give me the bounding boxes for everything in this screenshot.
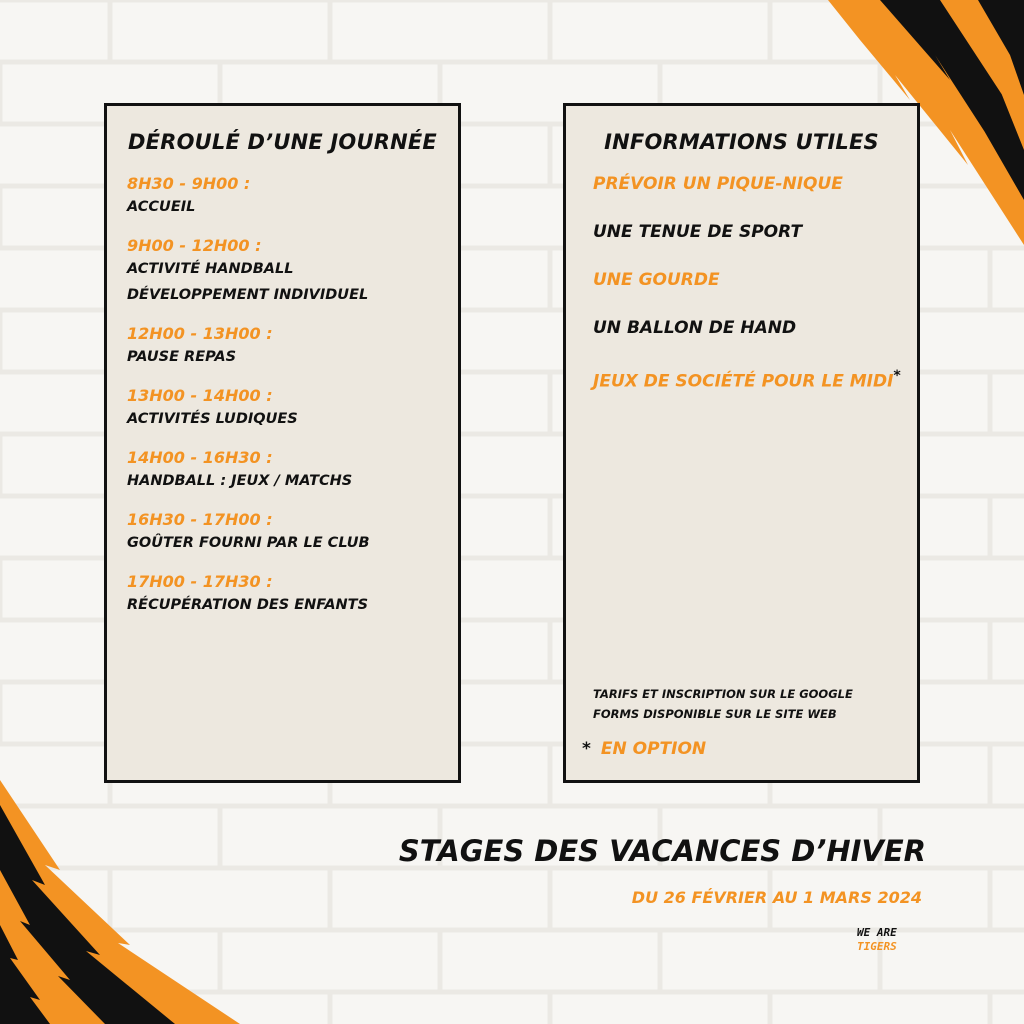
- schedule-time: 8H30 - 9H00 :: [127, 174, 251, 193]
- registration-note: [593, 684, 907, 724]
- schedule-item: [127, 572, 450, 618]
- schedule-activity: ACTIVITÉ HANDBALL: [127, 261, 294, 277]
- schedule-item: [127, 324, 450, 370]
- event-dates: DU 26 FÉVRIER AU 1 MARS 2024: [631, 888, 922, 907]
- schedule-item: [127, 236, 450, 308]
- schedule-activity: GOÛTER FOURNI PAR LE CLUB: [127, 535, 370, 551]
- logo-line1: WE ARE: [857, 926, 897, 939]
- schedule-panel: [104, 103, 461, 783]
- info-item: UN BALLON DE HAND: [593, 318, 797, 338]
- schedule-activity: DÉVELOPPEMENT INDIVIDUEL: [127, 287, 369, 303]
- schedule-activity: ACCUEIL: [127, 199, 196, 215]
- schedule-time: 13H00 - 14H00 :: [127, 386, 273, 405]
- info-panel: [563, 103, 920, 783]
- info-item-text: JEUX DE SOCIÉTÉ POUR LE MIDI: [593, 371, 894, 392]
- main-title: STAGES DES VACANCES D’HIVER: [398, 834, 926, 868]
- option-legend-marker: *: [582, 739, 591, 759]
- option-legend: [582, 739, 706, 759]
- schedule-activity: PAUSE REPAS: [127, 349, 237, 365]
- schedule-time: 17H00 - 17H30 :: [127, 572, 273, 591]
- we-are-tigers-logo: [857, 926, 917, 954]
- info-item: PRÉVOIR UN PIQUE-NIQUE: [593, 174, 843, 194]
- schedule-item: [127, 174, 450, 220]
- schedule-item: [127, 510, 450, 556]
- registration-note-line: TARIFS ET INSCRIPTION SUR LE GOOGLE: [593, 687, 853, 701]
- schedule-item: [127, 386, 450, 432]
- schedule-time: 14H00 - 16H30 :: [127, 448, 273, 467]
- schedule-time: 9H00 - 12H00 :: [127, 236, 262, 255]
- info-item-with-marker: [593, 362, 903, 397]
- lightning-decoration-bottom-left: [0, 775, 250, 1024]
- option-legend-text: EN OPTION: [600, 739, 707, 759]
- schedule-time: 12H00 - 13H00 :: [127, 324, 273, 343]
- option-marker: *: [893, 368, 901, 384]
- info-list: [593, 170, 903, 416]
- registration-note-line: FORMS DISPONIBLE SUR LE SITE WEB: [593, 707, 837, 721]
- schedule-item: [127, 448, 450, 494]
- schedule-title: DÉROULÉ D’UNE JOURNÉE: [128, 130, 437, 154]
- schedule-activity: RÉCUPÉRATION DES ENFANTS: [127, 597, 369, 613]
- schedule-activity: ACTIVITÉS LUDIQUES: [127, 411, 298, 427]
- schedule-time: 16H30 - 17H00 :: [127, 510, 273, 529]
- info-item: UNE TENUE DE SPORT: [593, 222, 803, 242]
- info-title: INFORMATIONS UTILES: [604, 130, 879, 154]
- info-item: UNE GOURDE: [593, 270, 720, 290]
- schedule-list: [127, 174, 450, 634]
- schedule-activity: HANDBALL : JEUX / MATCHS: [127, 473, 353, 489]
- logo-line2: TIGERS: [857, 940, 897, 953]
